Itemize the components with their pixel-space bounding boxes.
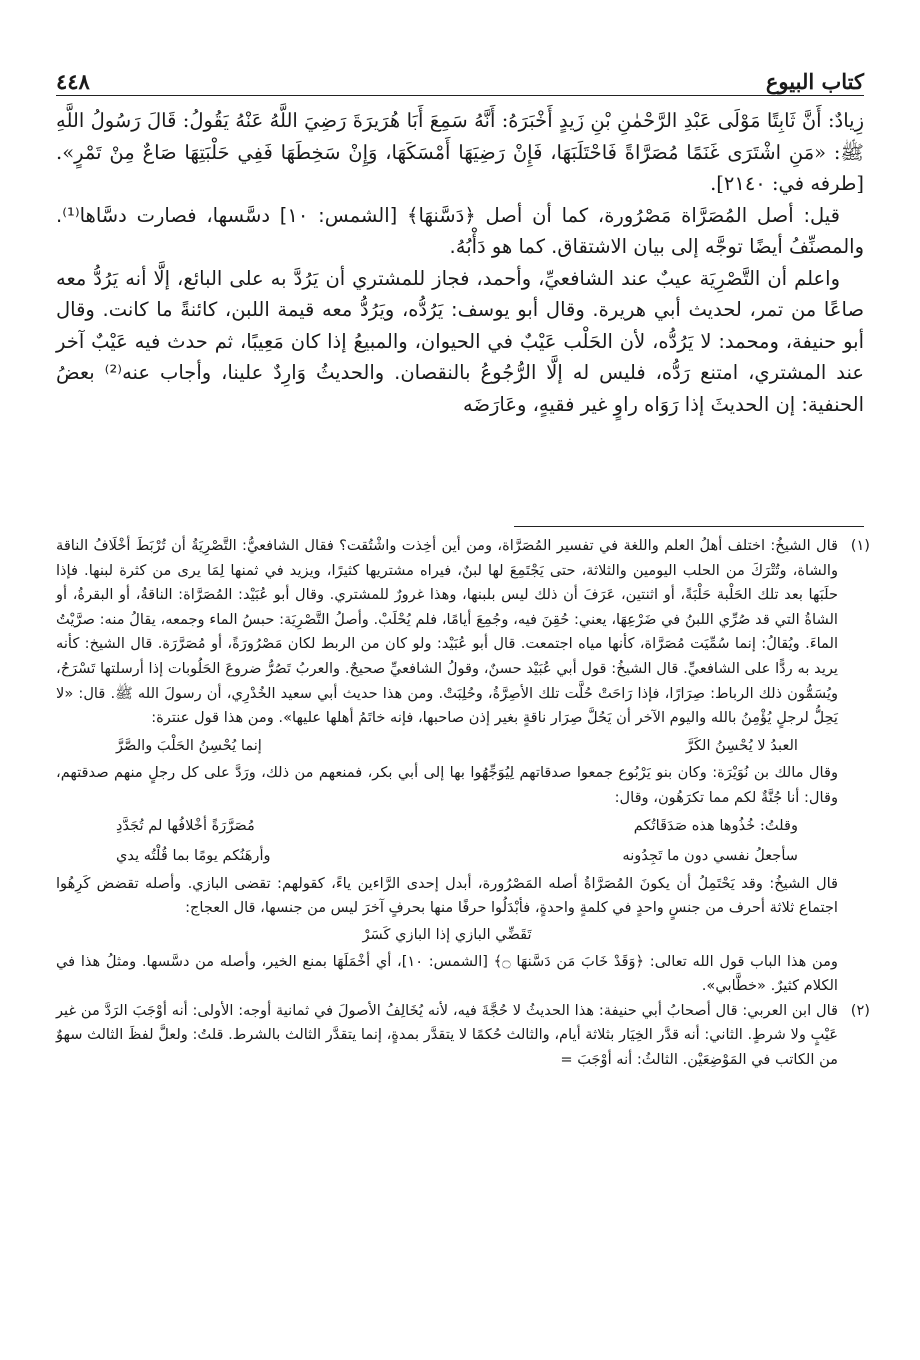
footnote-text: قال ابن العربي: قال أصحابُ أبي حنيفة: هذا الحديثُ لا حُجَّةَ فيه، لأنه يُخَالِفُ الأصولَ في ثمانية أوجه: الأولى: أنه أوْجَبَ الرَدَّ من غير عَيْبٍ ولا شرطٍ. الثاني: أنه قدَّر الخِيَار بثلاثة أيام، والثالث حُكمًا لا يتقدَّر بمدةٍ، إنما يتقدَّر الثالث بالشرط. قلتُ: ولعلَّ لفظَ الثالث سهوٌ من الكاتب في المَوْضِعَيْن. الثالثُ: أنه أوْجَبَ = (56, 1001, 838, 1068)
verse-hemistich: العبدُ لا يُحْسِنُ الكَرَّ (685, 736, 798, 754)
commentary-paragraph-1: قيل: أصل المُصَرَّاة مَصْرُورة، كما أن أصل ﴿دَسَّنهَا﴾ [الشمس: ١٠] دسَّسها، فصارت دسَّاها⁽¹⁾. والمصنِّفُ أيضًا توجَّه إلى بيان الاشتقاق. كما هو دَأْبُهُ. (56, 203, 864, 258)
poem-verse (56, 811, 838, 842)
verse-hemistich: وأرهَنُكم يومًا بما قُلْتُه يدي (116, 847, 271, 865)
verse-hemistich: إنما يُحْسِنُ الحَلْبَ والصَّرَّ (116, 736, 262, 754)
verse-hemistich: وقلتُ: خُذُوها هذه صَدَقَاتُكم (633, 816, 798, 834)
verse-hemistich: سأجعلُ نفسي دون ما تَجِدُونه (622, 847, 798, 865)
footnotes (56, 534, 870, 1072)
footnote-divider (514, 526, 864, 527)
poem-verse (56, 731, 838, 762)
header-divider (56, 95, 864, 96)
footnote-text: ومن هذا الباب قول الله تعالى: ﴿وَقَدْ خَابَ مَن دَسَّنهَا ۝﴾ [الشمس: ١٠]، أي أخْمَلَهَا بمنع الخير، وأصله من دسَّسها. ومثلُ هذا في الكلام كثيرٌ. «خطَّابي». (56, 952, 838, 995)
footnote-text: قال الشيخُ: وقد يَحْتَمِلُ أن يكونَ المُصَرَّاةُ أصله المَصْرُورة، أبدل إحدى الرَّاءين ياءً، كقولهم: تقضى البازي. وأصله تقضض كَرِهُوا اجتماع ثلاثة أحرف من جنسٍ واحدٍ في كلمةٍ واحدةٍ، فأبْدَلُوا حرفًا منها بحرفٍ آخرَ ليس من جنسها، قال العجاج: (56, 874, 838, 917)
footnote-2 (56, 999, 870, 1073)
footnote-1 (56, 534, 870, 999)
commentary-paragraph-2: واعلم أن التَّصْرِيَة عيبٌ عند الشافعيِّ، وأحمد، فجاز للمشتري أن يَرُدَّ به على البائع، إلَّا أنه يَرُدُّ معه صاعًا من تمر، لحديث أبي هريرة. وقال أبو يوسف: يَرُدُّه، ويَرُدُّ معه قيمة اللبن، كائنةً ما كانت. وقال أبو حنيفة، ومحمد: لا يَرُدُّه، لأن الحَلْب عَيْبٌ في الحيوان، والمبيعُ إذا كان مَعِيبًا، ثم حدث فيه عَيْبٌ آخر عند المشتري، امتنع رَدُّه، فليس له إلَّا الرُّجُوعُ بالنقصان. والحديثُ وَارِدٌ علينا، وأجاب عنه⁽²⁾ بعضُ الحنفية: إن الحديثَ إذا رَوَاه راوٍ غير فقيهٍ، وعَارَضَه (56, 266, 864, 416)
footnote-number: (٢) (850, 1001, 870, 1019)
hadith-paragraph: زِيادٌ: أَنَّ ثَابِتًا مَوْلَى عَبْدِ الرَّحْمٰنِ بْنِ زَيدٍ أَخْبَرَهُ: أَنَّهُ سَمِعَ أَبَا هُرَيرَةَ رَضِيَ اللَّهُ عَنْهُ يَقُولُ: قَالَ رَسُولُ اللَّهِ ﷺ: «مَنِ اشْتَرَى غَنَمًا مُصَرَّاةً فَاحْتَلَبَهَا، فَإِنْ رَضِيَهَا أَمْسَكَهَا، وَإِنْ سَخِطَهَا فَفِي حَلْبَتِهَا صَاعٌ مِنْ تَمْرٍ». [طرفه في: ٢١٤٠]. (56, 109, 864, 195)
page-number: ٤٤٨ (56, 69, 90, 94)
poem-verse-centered: تَقَضِّي البازي إذا البازي كَسَرْ (362, 925, 532, 943)
main-text (56, 105, 864, 420)
footnote-number: (١) (850, 537, 870, 554)
footnote-text: قال الشيخُ: اختلف أهلُ العلم واللغة في تفسير المُصَرَّاة، ومن أين أخِذت واشْتُقت؟ فقال الشافعيُّ: التَّصْرِيَةُ أن تُرْبَطَ أخْلَافُ الناقة والشاة، وتُتْرَكَ من الحلب اليومين والثلاثة، حتى يَجْتَمِعَ لها لبنٌ، فيراه مشتريها كثيرًا، ويزيد في ثمنها لِمَا يرى من كثرة لبنها. فإذا حلَبَها بعد تلك الحَلْبة حَلْبَةً، أو اثنتين، عَرَفَ أن ذلك ليس بلبنها، وهذا غرورٌ للمشتري. وقال أبو عُبَيْد: المُصَرَّاة: الناقةُ، أو البقرةُ، أو الشاةُ التي قد صُرِّي اللبنُ في ضَرْعِهَا، يعني: حُقِنَ فيه، وجُمِعَ أيامًا، فلم يُحْلَبْ. وأصلُ التَّصْرِيَة: حبسُ الماء وجمعه، يقالُ منه: صرَّيْتُ الماءَ. ويُقالُ: إنما سُمِّيَت مُصَرَّاة، كأنها مياه اجتمعت. قال أبو عُبَيْد: ولو كان من الربط لكان مَصْرُورَةً، أو مُصَرَّرَة. قال الشيخ: كأنه يريد به ردًّا على الشافعيِّ. قال الشيخُ: قول أبي عُبَيْد حسنٌ، وقولُ الشافعيِّ صحيحٌ. والعربُ تَصُرُّ ضروعَ الحَلُوبات إذا أرسلتها تَسْرَحُ، ويُسَمُّون ذلك الرباط: صِرَارًا، فإذا رَاحَتْ حُلَّت تلك الأصِرَّةُ، وحُلِبَتْ. ومن هذا حديث أبي سعيد الخُدْرِي، أن رسولَ الله ﷺ. قال: «لا يَحِلُّ لرجلٍ يُؤْمِنُ بالله واليوم الآخر أن يَحُلَّ صِرَار ناقةٍ بغير إذن صاحبها، فإنه خاتَمُ أهلها عليها». ومن هذا قول عنترة: (56, 537, 838, 727)
page-header (56, 60, 864, 94)
verse-hemistich: مُصَرَّرَةً أخْلافُها لم تُجَدَّدِ (116, 816, 255, 834)
footnote-text: وقال مالك بن نُوَيْرَة: وكان بنو يَرْبُوع جمعوا صدقاتهم لِيُوَجِّهُوا بها إلى أبي بكر، فمنعهم من ذلك، ورَدَّ على كل رجلٍ منهم صدقتهم، وقال: أنا جُنَّةٌ لكم مما تكرَهُون، وقال: (56, 764, 838, 806)
book-title: كتاب البيوع (765, 69, 864, 94)
poem-verse (56, 841, 838, 872)
